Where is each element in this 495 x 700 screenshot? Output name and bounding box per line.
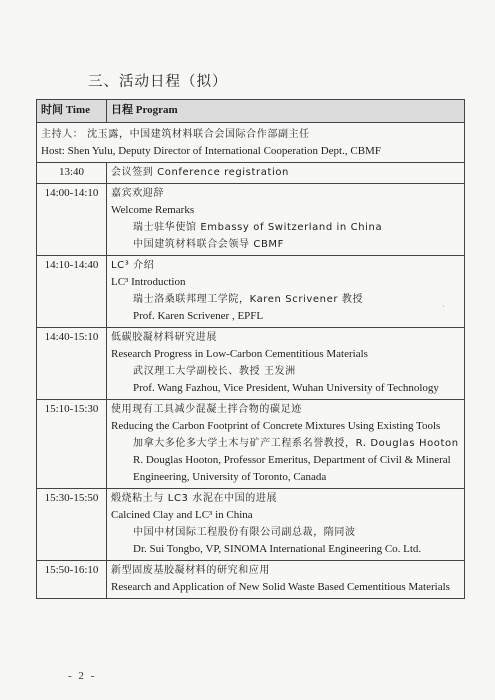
session-time: 14:10-14:40 — [37, 256, 107, 328]
session-title: 会议签到 Conference registration — [111, 167, 289, 178]
schedule-row — [37, 184, 465, 256]
table-header-row — [37, 100, 465, 123]
session-program — [107, 489, 465, 561]
speaker-line: 中国建筑材料联合会领导 CBMF — [133, 239, 285, 250]
schedule-row — [37, 489, 465, 561]
session-time: 15:50-16:10 — [37, 561, 107, 599]
session-title: 使用现有工具减少混凝土拌合物的碳足迹 — [111, 404, 302, 415]
session-title: 煅烧粘土与 LC3 水泥在中国的进展 — [111, 493, 278, 504]
session-time: 15:30-15:50 — [37, 489, 107, 561]
session-time: 14:00-14:10 — [37, 184, 107, 256]
session-subtitle: Reducing the Carbon Footprint of Concrete Mixtures Using Existing Tools — [111, 420, 441, 432]
speaker-line: 加拿大多伦多大学土木与矿产工程系名誉教授，R. Douglas Hooton — [133, 438, 459, 449]
session-program — [107, 328, 465, 400]
header-program: 日程 Program — [107, 100, 465, 123]
speaker-line: 中国中材国际工程股份有限公司副总裁，隋同波 — [133, 527, 356, 538]
session-title: 嘉宾欢迎辞 — [111, 188, 164, 199]
schedule-row — [37, 163, 465, 184]
host-cell — [37, 123, 465, 163]
host-chinese: 主持人： 沈玉露，中国建筑材料联合会国际合作部副主任 — [41, 129, 310, 140]
session-program — [107, 184, 465, 256]
schedule-row — [37, 328, 465, 400]
schedule-row — [37, 256, 465, 328]
session-program — [107, 400, 465, 489]
session-time: 14:40-15:10 — [37, 328, 107, 400]
speaker-line: R. Douglas Hooton, Professor Emeritus, Department of Civil & Mineral Engineering, University of Toronto, Canada — [133, 454, 451, 483]
session-title: LC³ 介绍 — [111, 260, 155, 271]
schedule-row — [37, 561, 465, 599]
page-number: - 2 - — [68, 670, 97, 682]
session-program — [107, 256, 465, 328]
speaker-line: Prof. Wang Fazhou, Vice President, Wuhan University of Technology — [133, 382, 439, 394]
section-title: 三、活动日程（拟） — [88, 74, 228, 90]
schedule-table — [36, 99, 465, 599]
session-program — [107, 163, 465, 184]
session-program — [107, 561, 465, 599]
host-row — [37, 123, 465, 163]
header-time: 时间 Time — [37, 100, 107, 123]
speaker-line: Prof. Karen Scrivener , EPFL — [133, 310, 264, 322]
session-subtitle: Research Progress in Low-Carbon Cementitious Materials — [111, 348, 368, 360]
host-english: Host: Shen Yulu, Deputy Director of International Cooperation Dept., CBMF — [41, 145, 381, 157]
speaker-line: 瑞士洛桑联邦理工学院，Karen Scrivener 教授 — [133, 294, 364, 305]
speaker-line: 武汉理工大学副校长、教授 王发洲 — [133, 366, 296, 377]
schedule-row — [37, 400, 465, 489]
session-title: 新型固废基胶凝材料的研究和应用 — [111, 565, 270, 576]
speaker-line: Dr. Sui Tongbo, VP, SINOMA International Engineering Co. Ltd. — [133, 543, 422, 555]
session-subtitle: Research and Application of New Solid Waste Based Cementitious Materials — [111, 581, 450, 593]
session-time: 15:10-15:30 — [37, 400, 107, 489]
speaker-line: 瑞士驻华使馆 Embassy of Switzerland in China — [133, 222, 383, 233]
session-time: 13:40 — [37, 163, 107, 184]
scan-speck: · — [442, 302, 445, 311]
session-subtitle: Welcome Remarks — [111, 204, 195, 216]
session-subtitle: Calcined Clay and LC³ in China — [111, 509, 253, 521]
session-subtitle: LC³ Introduction — [111, 276, 186, 288]
session-title: 低碳胶凝材料研究进展 — [111, 332, 217, 343]
